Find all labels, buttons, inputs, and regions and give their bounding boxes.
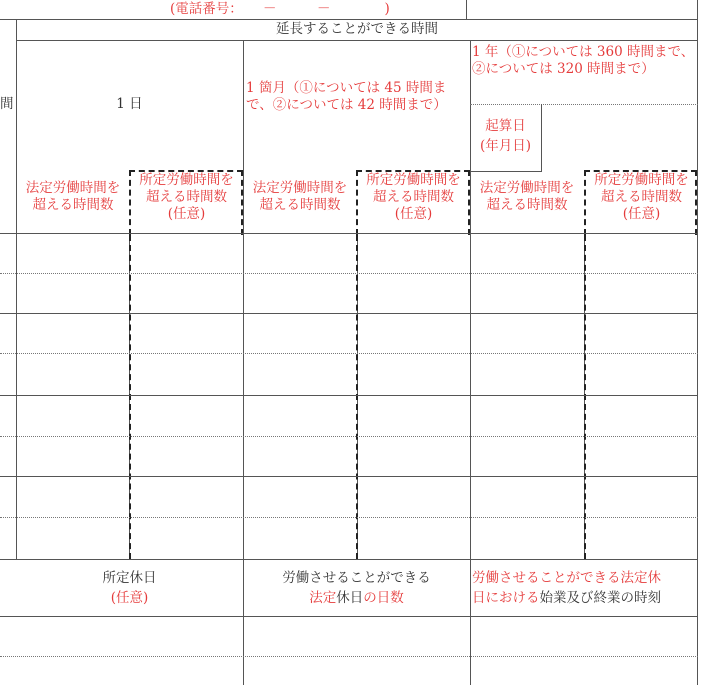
workable-time-header [472,570,698,607]
header-line-2: 超える時間数 [373,189,454,205]
year-section-divider [470,104,698,105]
start-date-label [470,118,541,155]
row-line-9 [0,559,698,560]
row-line-5 [0,395,698,396]
workable-time-line-1: 労働させることができる法定休 [472,570,661,586]
optional-column-3 [584,235,586,559]
year-prescribed-hours-header [585,172,698,223]
extension-title-line [16,40,698,41]
year-legal-hours-header [470,180,584,214]
row-line-2 [0,273,698,274]
workable-days-legal: 法定 [309,590,337,606]
header-line-2: 超える時間数 [486,197,568,213]
header-line-3: (任意) [167,206,206,222]
left-partial-label: 間 [0,96,14,112]
optional-column-2 [356,235,358,559]
month-legal-hours-header [243,180,357,214]
start-date-right-border [541,104,542,171]
one-month-label: 1 箇月（①については 45 時間まで、②については 42 時間まで） [246,80,447,113]
workable-days-header [243,570,470,607]
workable-days-count: の日数 [363,590,404,606]
row-line-4 [0,353,698,354]
holiday-label: 所定休日 [102,570,157,586]
holiday-header [16,570,243,607]
header-line-2: 超える時間数 [601,189,682,205]
extension-title: 延長することができる時間 [276,21,438,37]
row-line-3 [0,313,698,314]
workable-time-line-2 [472,590,698,607]
start-date-format: (年月日) [479,138,532,154]
one-day-label: 1 日 [116,96,143,112]
optional-column-1 [129,235,131,559]
holiday-optional: (任意) [110,590,149,606]
day-legal-hours-header [16,180,130,214]
start-date-bottom-border [470,171,542,172]
row-line-11 [0,656,698,657]
workable-time-start-end: 始業及び終業の時刻 [539,590,661,606]
one-year-label: 1 年（①については 360 時間まで、②については 320 時間まで） [472,44,695,77]
row-line-10 [0,616,698,617]
row-line-8 [0,517,698,518]
header-line-3: (任意) [394,206,433,222]
header-line-1: 法定労働時間を [25,180,121,196]
header-line-1: 所定労働時間を [366,172,461,188]
workable-days-holiday: 休日 [336,590,364,606]
row-line-7 [0,476,698,477]
header-line-1: 法定労働時間を [252,180,348,196]
month-prescribed-hours-header [357,172,470,223]
header-bottom-line [0,19,698,20]
header-line-1: 所定労働時間を [139,172,234,188]
day-prescribed-hours-header [130,172,243,223]
header-line-1: 所定労働時間を [594,172,689,188]
header-line-3: (任意) [622,206,661,222]
workable-days-line-1: 労働させることができる [282,570,431,586]
start-date-title: 起算日 [485,118,526,134]
phone-label: (電話番号： － － ) [170,1,390,17]
row-line-6 [0,436,698,437]
header-line-2: 超える時間数 [32,197,114,213]
workable-days-line-2 [243,590,470,607]
header-line-1: 法定労働時間を [479,180,575,196]
workable-time-on-holiday: 日における [472,590,540,606]
row-line-1 [0,233,698,234]
header-line-2: 超える時間数 [259,197,341,213]
header-line-2: 超える時間数 [146,189,227,205]
